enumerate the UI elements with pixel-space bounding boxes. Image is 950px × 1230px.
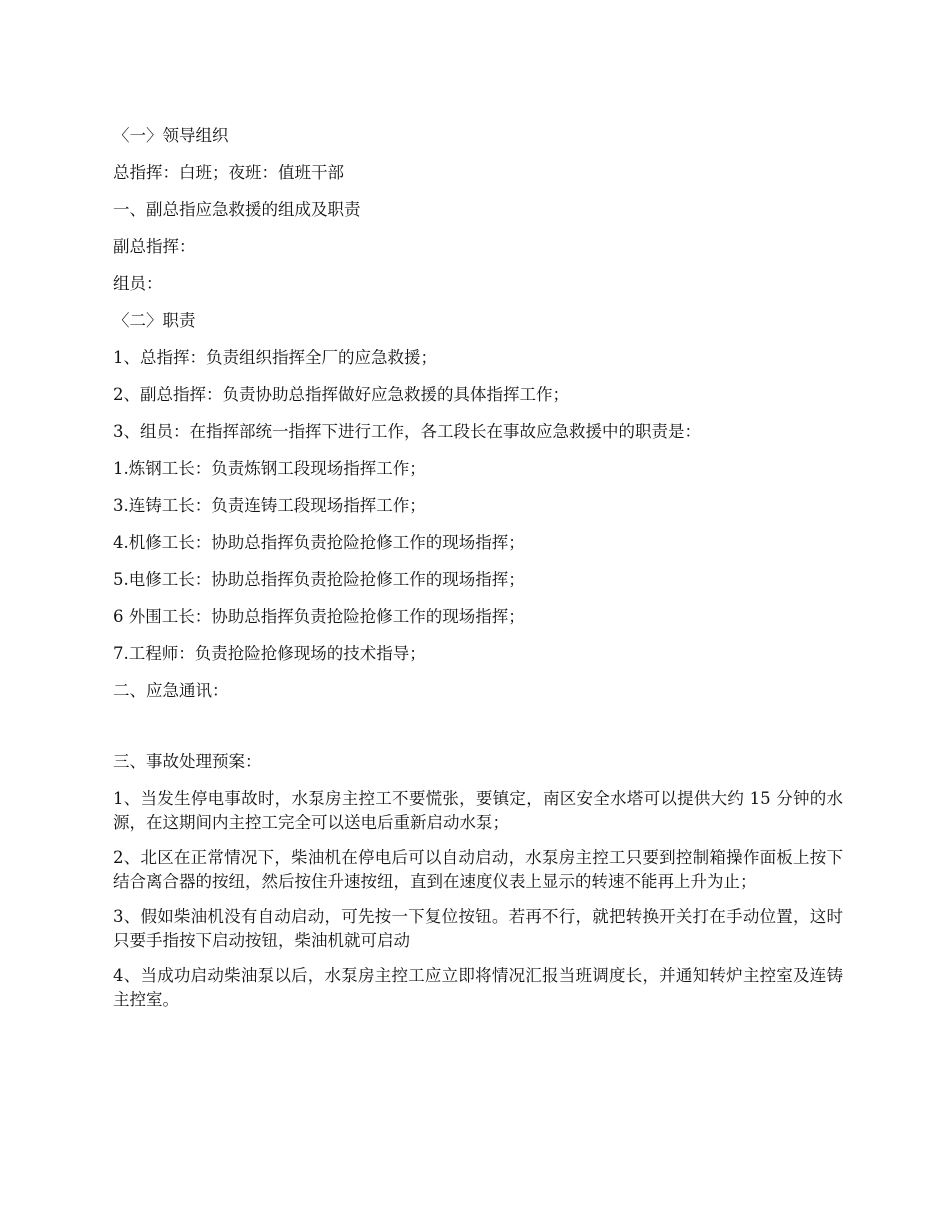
procedure-paragraph: 3、假如柴油机没有自动启动，可先按一下复位按钮。若再不行，就把转换开关打在手动位置，这时只要手指按下启动按钮，柴油机就可启动 [113,907,843,950]
foreman-duty-item: 4.机修工长：协助总指挥负责抢险抢修工作的现场指挥； [113,533,525,552]
foreman-duty-item: 7.工程师：负责抢险抢修现场的技术指导； [113,644,426,663]
section-2-heading: 二、应急通讯： [113,681,229,700]
heading-duties: 〈二〉职责 [113,311,196,330]
document-body [113,124,843,1023]
duty-item: 2、副总指挥：负责协助总指挥做好应急救援的具体指挥工作； [113,385,569,404]
deputy-commander-line: 副总指挥： [113,237,196,256]
section-3-heading: 三、事故处理预案： [113,752,262,771]
procedure-paragraph: 2、北区在正常情况下，柴油机在停电后可以自动启动，水泵房主控工只要到控制箱操作面板上按下结合离合器的按纽，然后按住升速按纽，直到在速度仪表上显示的转速不能再上升为止； [113,848,843,891]
members-line: 组员： [113,274,163,293]
foreman-duty-item: 6 外围工长：协助总指挥负责抢险抢修工作的现场指挥； [113,607,525,626]
procedure-paragraph: 4、当成功启动柴油泵以后，水泵房主控工应立即将情况汇报当班调度长，并通知转炉主控室及连铸主控室。 [113,966,843,1009]
duty-item: 3、组员：在指挥部统一指挥下进行工作，各工段长在事故应急救援中的职责是： [113,422,701,441]
heading-leadership: 〈一〉领导组织 [113,126,229,145]
spacer [113,716,843,750]
foreman-duty-item: 1.炼钢工长：负责炼钢工段现场指挥工作； [113,459,426,478]
procedure-paragraph: 1、当发生停电事故时，水泵房主控工不要慌张，要镇定，南区安全水塔可以提供大约 15 分钟的水源，在这期间内主控工完全可以送电后重新启动水泵； [113,789,843,832]
foreman-duty-item: 3.连铸工长：负责连铸工段现场指挥工作； [113,496,426,515]
duty-item: 1、总指挥：负责组织指挥全厂的应急救援； [113,348,437,367]
section-1-heading: 一、副总指应急救援的组成及职责 [113,200,361,219]
commander-line: 总指挥：白班；夜班：值班干部 [113,163,344,182]
foreman-duty-item: 5.电修工长：协助总指挥负责抢险抢修工作的现场指挥； [113,570,525,589]
